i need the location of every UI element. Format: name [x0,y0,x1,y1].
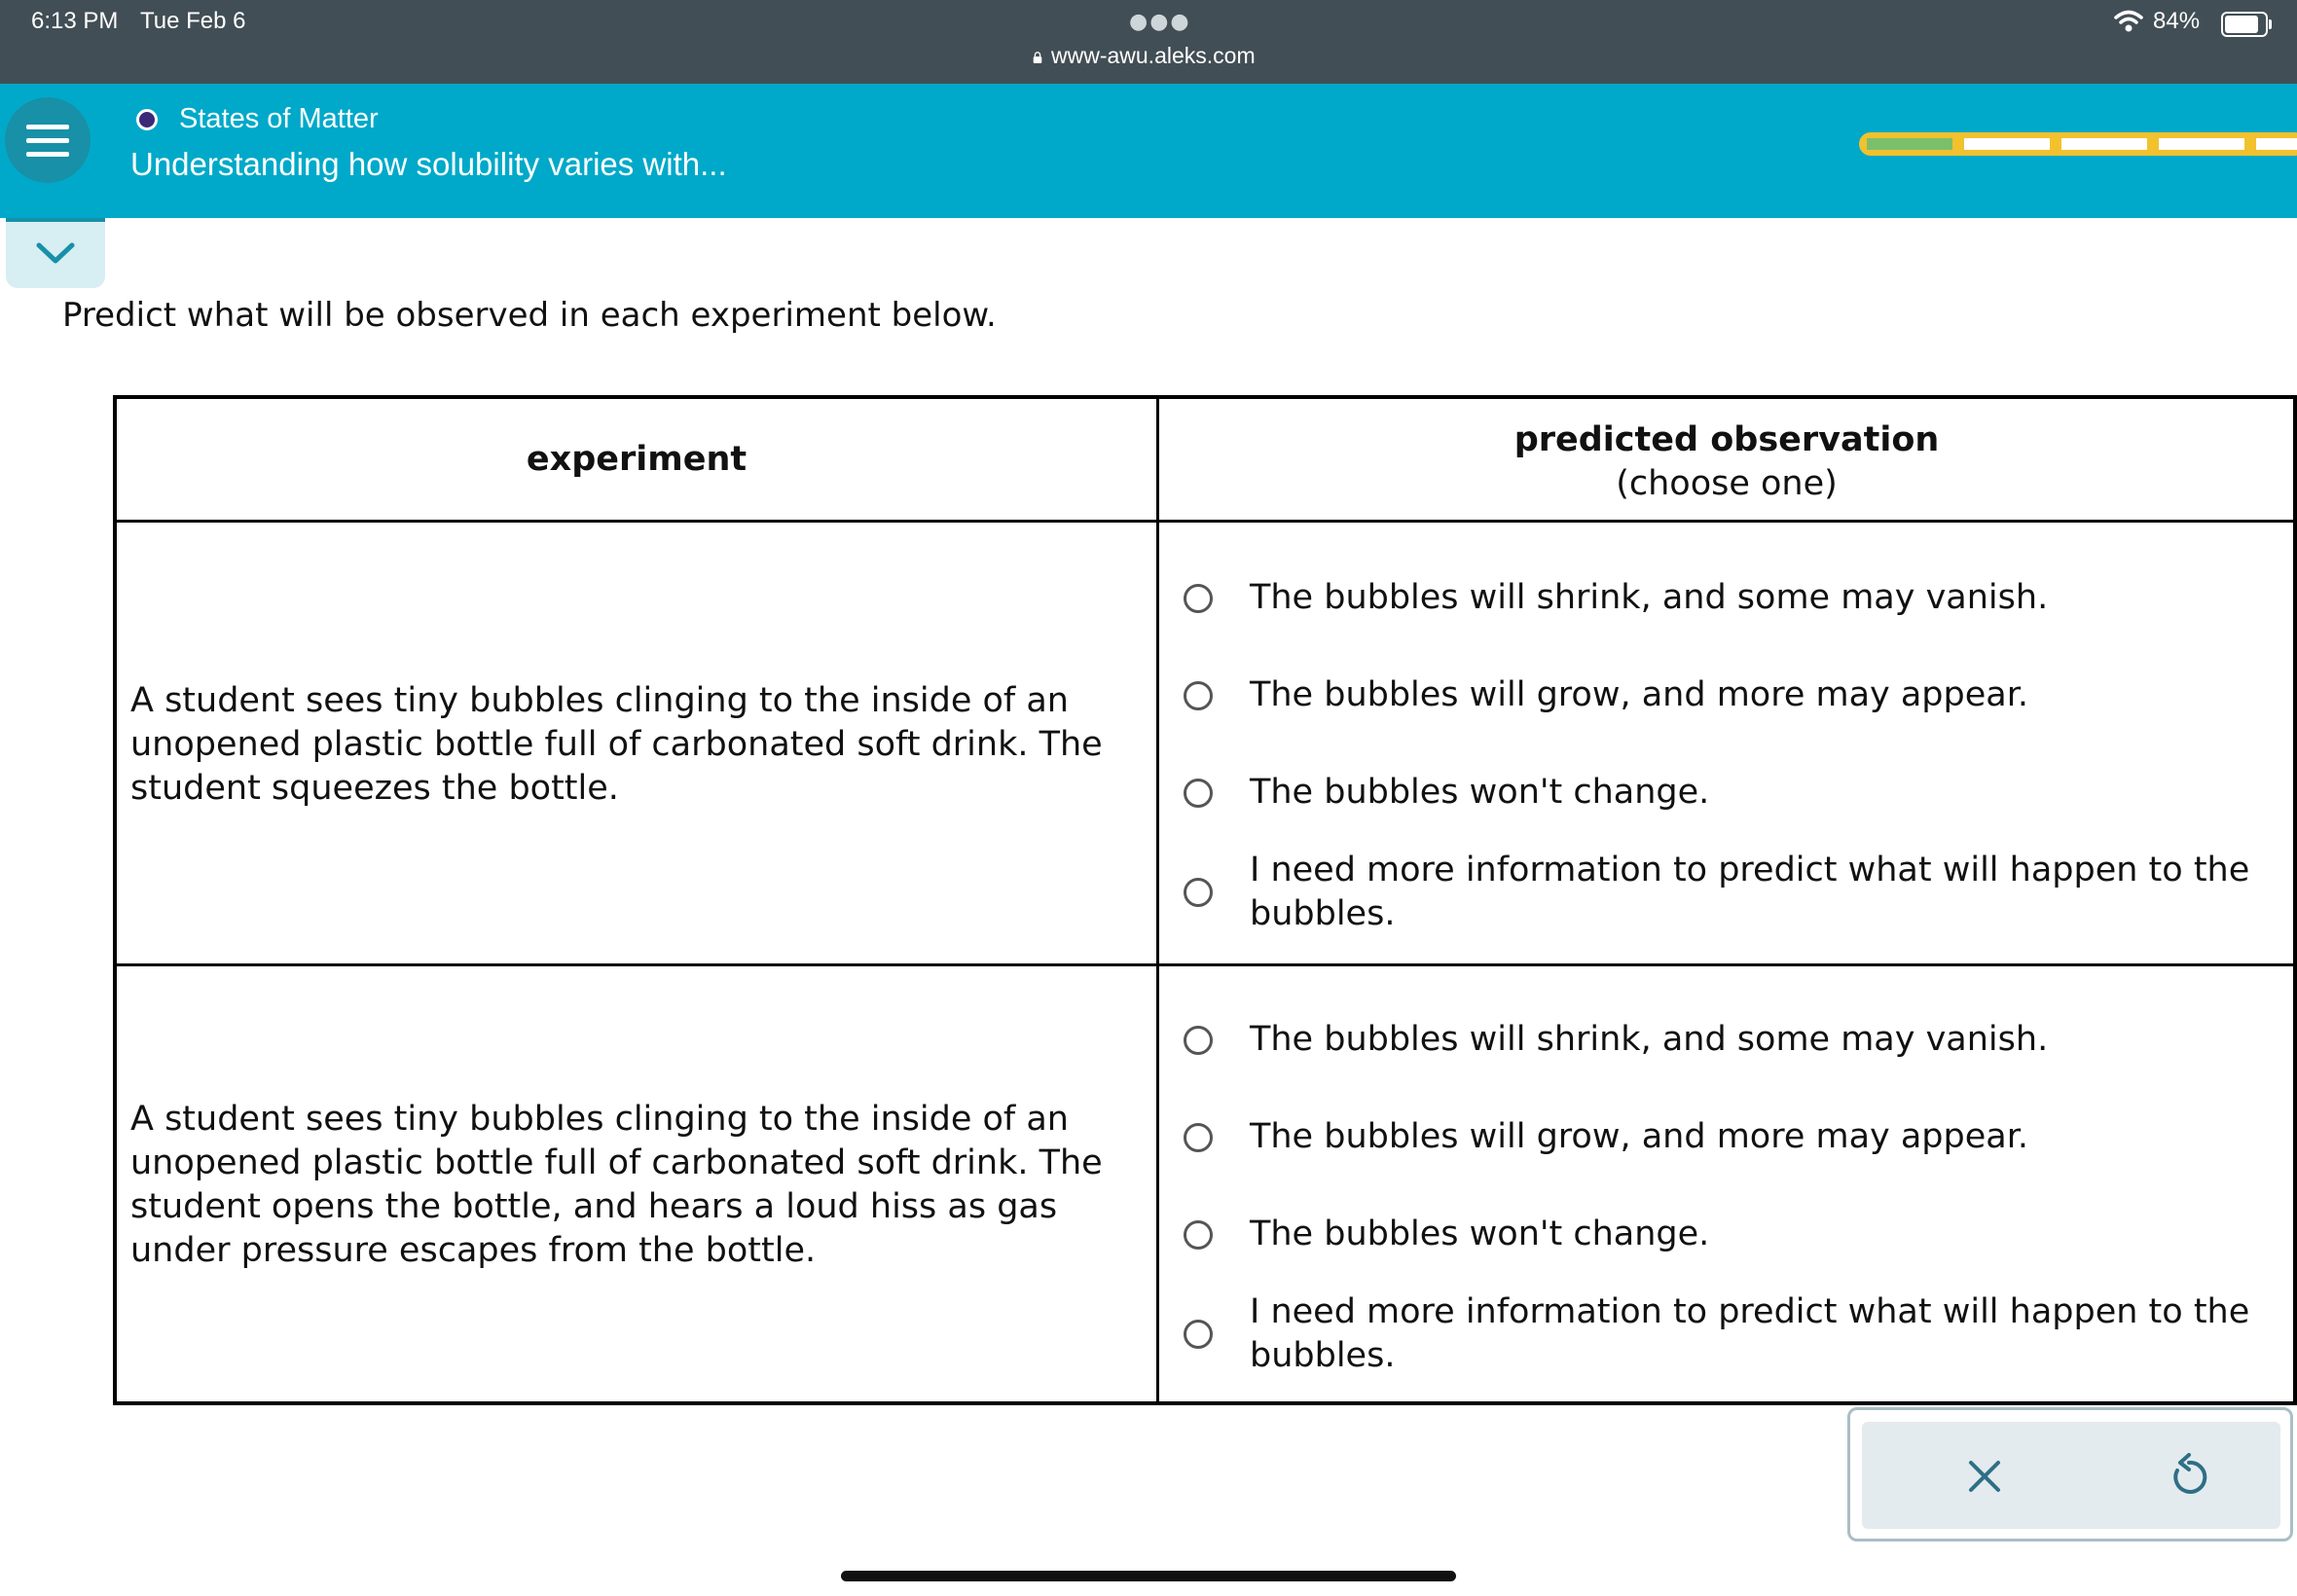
status-date: Tue Feb 6 [140,8,246,34]
status-time: 6:13 PM [31,8,119,34]
radio-button[interactable] [1184,779,1213,808]
option-label: The bubbles won't change. [1250,1215,1710,1253]
radio-button[interactable] [1184,1026,1213,1055]
experiment-1-text: A student sees tiny bubbles clinging to the inside of an unopened plastic bottle full of carbonated soft drink. The student squeezes the bottle. [130,681,1103,808]
observation-header [1160,418,2293,506]
row-2-option-more-info[interactable] [1184,1290,2293,1378]
progress-segment [2159,138,2244,150]
option-label: The bubbles will shrink, and some may vanish. [1250,1020,2049,1059]
observation-header-subtitle: (choose one) [1616,464,1838,503]
radio-button[interactable] [1184,1220,1213,1250]
collapse-toggle[interactable] [6,218,105,288]
hamburger-icon-line [26,152,69,157]
answer-tools [1847,1407,2293,1542]
more-dots-icon[interactable]: ●●● [1129,10,1191,34]
instructions: Predict what will be observed in each experiment below. [62,296,997,335]
row-1-option-grow[interactable] [1184,673,2293,717]
status-bar [0,0,2297,84]
row-1-option-more-info[interactable] [1184,849,2293,936]
observation-header-title: predicted observation [1513,420,1940,459]
address-bar[interactable] [1032,43,1256,69]
topic-name[interactable]: States of Matter [179,103,379,134]
progress-segment [2061,138,2147,150]
progress-bar [1859,132,2297,156]
menu-button[interactable] [5,97,91,183]
battery-percent: 84% [2153,8,2201,34]
radio-button[interactable] [1184,1123,1213,1152]
header-divider [117,520,2293,523]
option-label: I need more information to predict what will happen to the bubbles. [1250,1292,2250,1375]
row-2-option-no-change[interactable] [1184,1213,2293,1256]
home-indicator[interactable] [841,1571,1456,1581]
radio-button[interactable] [1184,878,1213,907]
hamburger-icon-line [26,138,69,143]
row-divider [117,963,2293,966]
radio-button[interactable] [1184,1320,1213,1349]
question-table [113,395,2297,1405]
row-2-option-shrink[interactable] [1184,1018,2293,1062]
option-label: The bubbles will grow, and more may appear. [1250,675,2029,714]
url-text: www-awu.aleks.com [1051,43,1256,68]
answer-tools-panel [1862,1422,2280,1529]
radio-button[interactable] [1184,681,1213,710]
row-2-option-grow[interactable] [1184,1115,2293,1159]
row-1-option-no-change[interactable] [1184,771,2293,815]
option-label: I need more information to predict what will happen to the bubbles. [1250,851,2250,933]
option-label: The bubbles won't change. [1250,773,1710,812]
battery-icon [2221,12,2268,37]
progress-segment [2256,138,2297,150]
hamburger-icon-line [26,125,69,129]
row-1-option-shrink[interactable] [1184,576,2293,620]
experiment-2-text: A student sees tiny bubbles clinging to the inside of an unopened plastic bottle full of carbonated soft drink. The student opens the bottle, and hears a loud hiss as gas under pressure escapes from the bottle. [130,1100,1103,1270]
topic-status-icon [136,109,158,130]
progress-segment [1964,138,2050,150]
column-divider [1156,399,1159,1401]
chevron-down-icon [6,222,105,288]
option-label: The bubbles will shrink, and some may vanish. [1250,578,2049,617]
radio-button[interactable] [1184,584,1213,613]
lock-icon [1032,52,1043,63]
option-label: The bubbles will grow, and more may appear. [1250,1117,2029,1156]
experiment-header: experiment [526,440,747,479]
close-icon[interactable] [1959,1451,2010,1502]
page-title: Understanding how solubility varies with... [130,146,727,182]
wifi-icon [2114,10,2143,33]
progress-segment [1867,138,1952,150]
undo-icon[interactable] [2164,1449,2214,1504]
